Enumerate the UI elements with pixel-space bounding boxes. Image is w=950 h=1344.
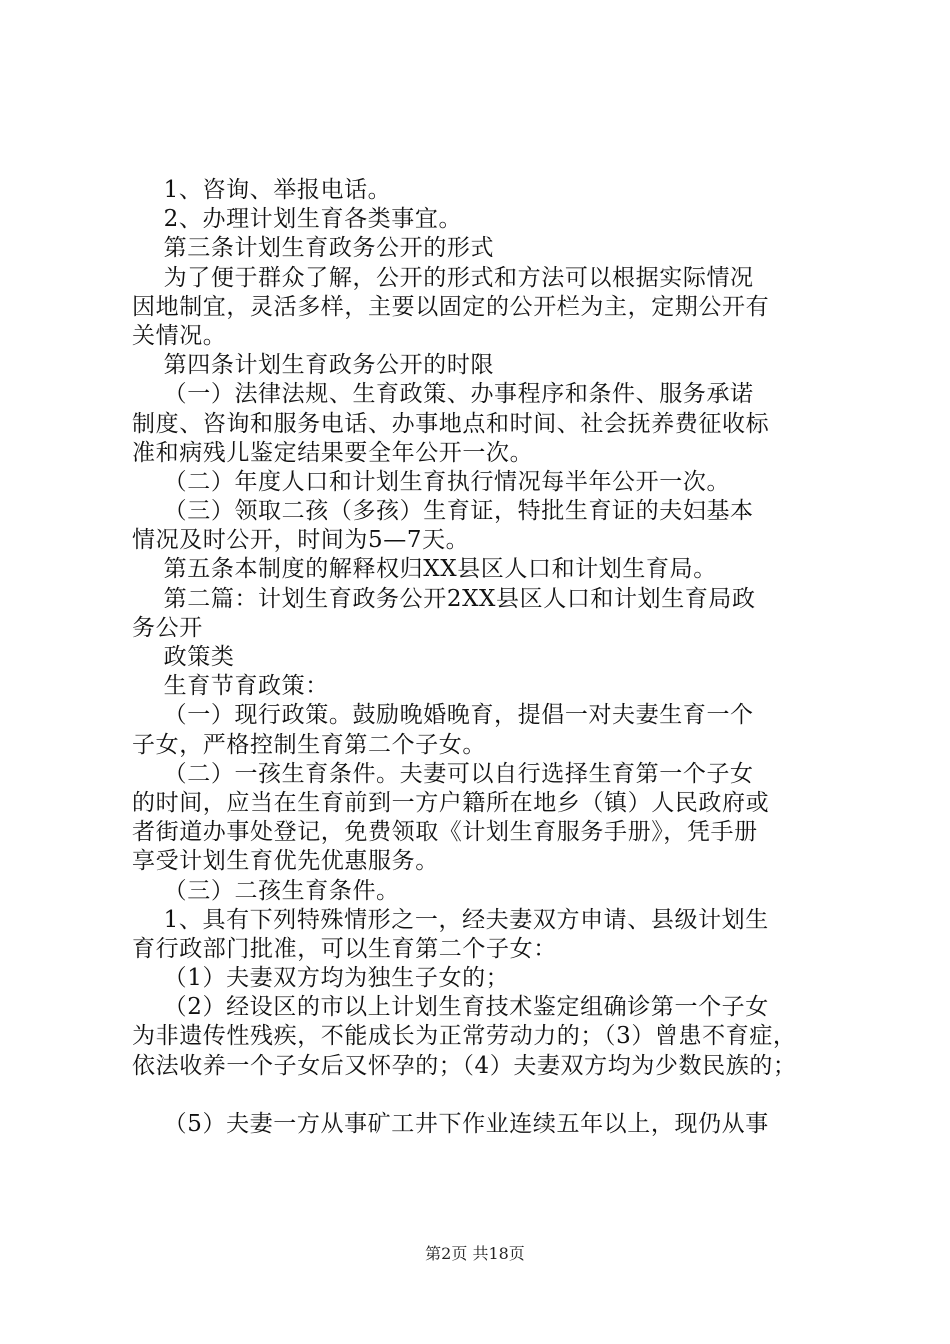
text-line: 1、具有下列特殊情形之一，经夫妻双方申请、县级计划生: [132, 906, 769, 933]
text-line: 因地制宜，灵活多样，主要以固定的公开栏为主，定期公开有: [132, 293, 770, 320]
text-line: 准和病残儿鉴定结果要全年公开一次。: [132, 439, 534, 466]
text-line: （三）二孩生育条件。: [132, 877, 400, 904]
text-line: 的时间，应当在生育前到一方户籍所在地乡（镇）人民政府或: [132, 789, 770, 816]
text-line: 务公开: [132, 614, 203, 641]
text-line: 第四条计划生育政务公开的时限: [132, 352, 495, 379]
text-line: 生育节育政策：: [132, 673, 329, 700]
text-line: 关情况。: [132, 322, 227, 349]
text-line: 情况及时公开，时间为5—7天。: [132, 527, 470, 554]
text-line: 享受计划生育优先优惠服务。: [132, 848, 439, 875]
text-line: 第三条计划生育政务公开的形式: [132, 235, 495, 262]
text-line: 为了便于群众了解，公开的形式和方法可以根据实际情况: [132, 264, 754, 291]
page-footer: 第2页 共18页: [425, 1244, 525, 1263]
text-line: （二）一孩生育条件。夫妻可以自行选择生育第一个子女: [132, 760, 754, 787]
text-line: 制度、咨询和服务电话、办事地点和时间、社会抚养费征收标: [132, 410, 770, 437]
text-line: 第五条本制度的解释权归XX县区人口和计划生育局。: [132, 556, 717, 583]
paragraph-gap: [132, 1081, 844, 1110]
text-line: 依法收养一个子女后又怀孕的；（4）夫妻双方均为少数民族的；: [132, 1052, 797, 1079]
text-line: 第二篇：计划生育政务公开2XX县区人口和计划生育局政: [132, 585, 756, 612]
text-line: 1、咨询、举报电话。: [132, 177, 392, 203]
text-line: 者街道办事处登记，免费领取《计划生育服务手册》，凭手册: [132, 819, 758, 846]
text-line: 育行政部门批准，可以生育第二个子女：: [132, 935, 557, 962]
text-line: （一）法律法规、生育政策、办事程序和条件、服务承诺: [132, 381, 754, 408]
text-line: 2、办理计划生育各类事宜。: [132, 206, 463, 233]
text-line: 为非遗传性残疾，不能成长为正常劳动力的；（3）曾患不育症，: [132, 1023, 797, 1050]
text-line: （二）年度人口和计划生育执行情况每半年公开一次。: [132, 468, 731, 495]
text-line: 子女，严格控制生育第二个子女。: [132, 731, 486, 758]
text-line: 政策类: [132, 644, 235, 670]
text-line: （1）夫妻双方均为独生子女的；: [132, 965, 510, 992]
text-line: （2）经设区的市以上计划生育技术鉴定组确诊第一个子女: [132, 994, 769, 1021]
body-text: [132, 176, 844, 1139]
text-line: （三）领取二孩（多孩）生育证，特批生育证的夫妇基本: [132, 498, 754, 525]
text-line: （一）现行政策。鼓励晚婚晚育，提倡一对夫妻生育一个: [132, 702, 754, 729]
text-line: （5）夫妻一方从事矿工井下作业连续五年以上，现仍从事: [132, 1110, 769, 1137]
